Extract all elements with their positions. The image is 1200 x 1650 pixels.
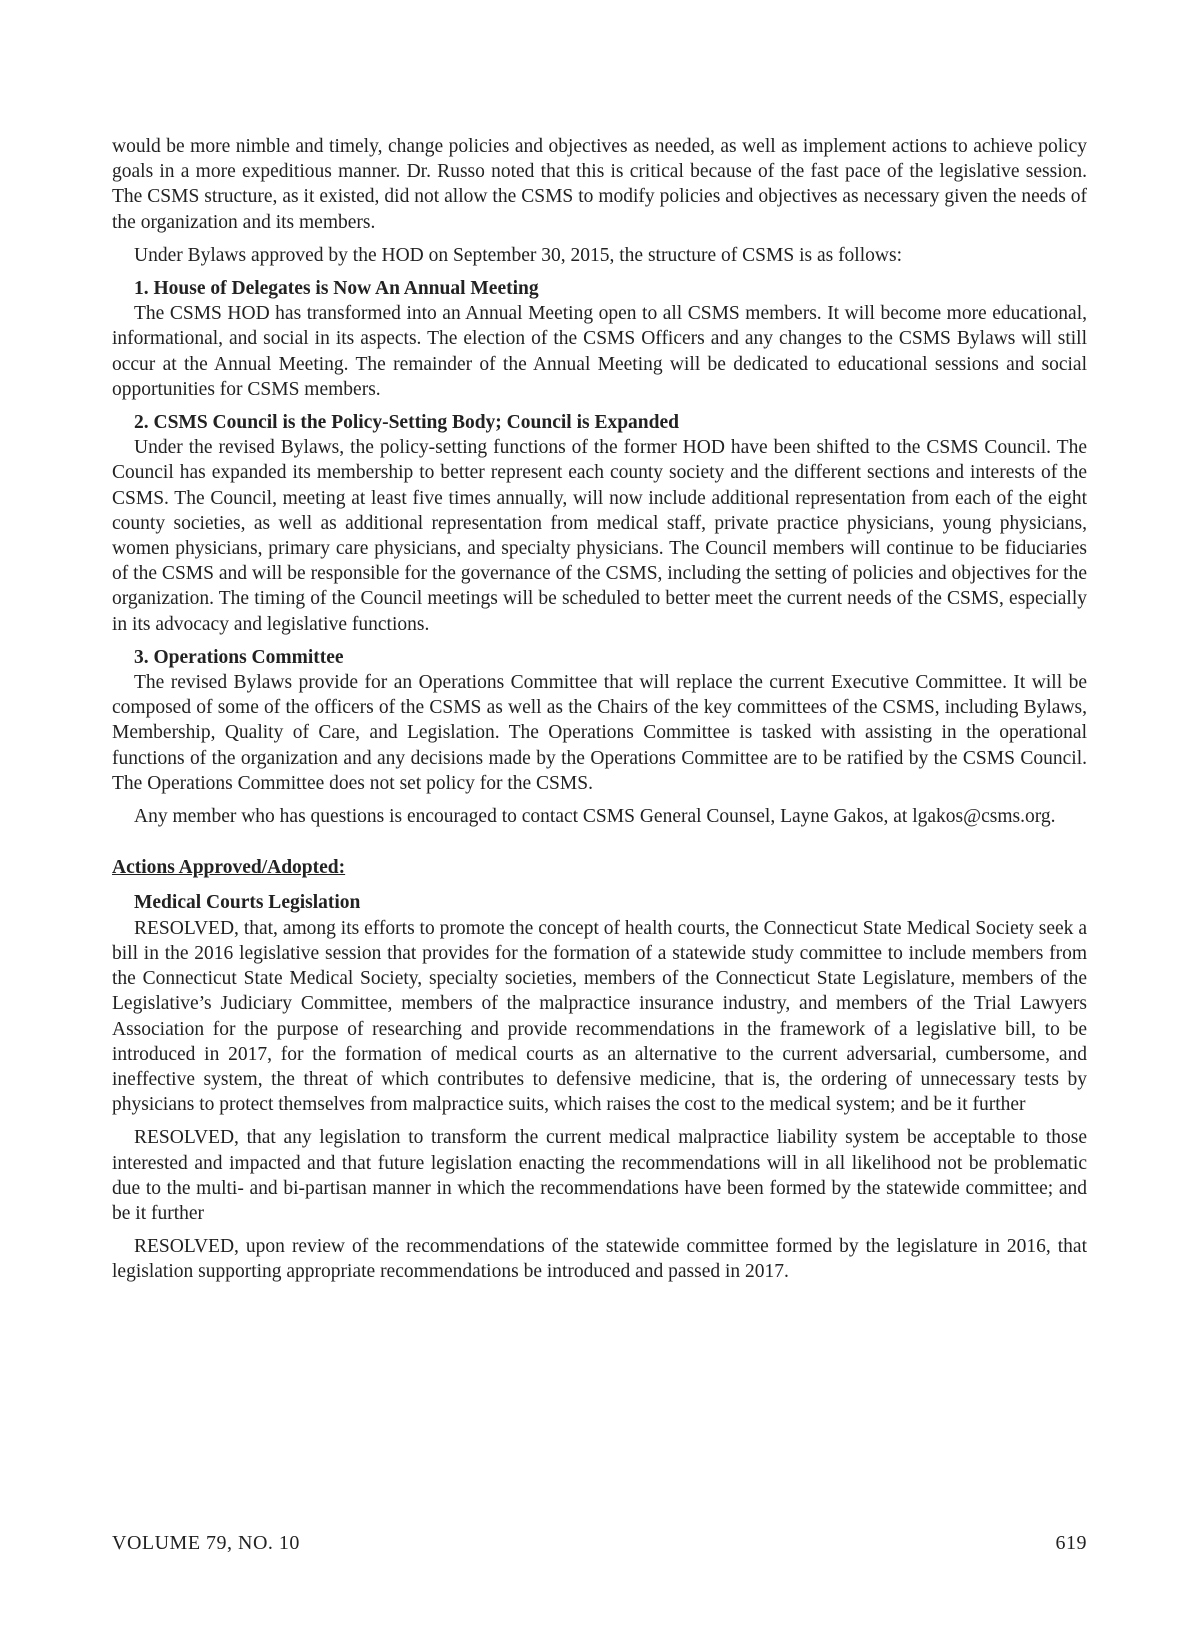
actions-subheading: Medical Courts Legislation — [134, 892, 361, 914]
bylaws-intro-paragraph: Under Bylaws approved by the HOD on September 30, 2015, the structure of CSMS is as follows: — [134, 244, 902, 266]
page-number: 619 — [1055, 1532, 1087, 1554]
volume-label: VOLUME 79, NO. 10 — [112, 1532, 300, 1554]
resolution-paragraph: RESOLVED, that, among its efforts to promote the concept of health courts, the Connecticut State Medical Society seek a bill in the 2016 legislative session that provides for the formation of a statewide study committee to include members from the Connecticut State Medical Society, specialty societies, members of the Connecticut State Legislature, members of the Legislative’s Judiciary Committee, members of the malpractice insurance industry, and members of the Trial Lawyers Association for the purpose of researching and provide recommendations in the framework of a legislative bill, to be introduced in 2017, for the formation of medical courts as an alternative to the current adversarial, cumbersome, and ineffective system, the threat of which contributes to defensive medicine, that is, the ordering of unnecessary tests by physicians to protect themselves from malpractice suits, which raises the cost to the medical system; and be it further — [112, 917, 1087, 1116]
structure-body-1: The CSMS HOD has transformed into an Annual Meeting open to all CSMS members. It will become more educational, informational, and social in its aspects. The election of the CSMS Officers and any changes to the CSMS Bylaws will still occur at the Annual Meeting. The remainder of the Annual Meeting will be dedicated to educational sessions and social opportunities for CSMS members. — [112, 303, 1087, 400]
structure-body-3: The revised Bylaws provide for an Operations Committee that will replace the current Executive Committee. It will be composed of some of the officers of the CSMS as well as the Chairs of the key committees of the CSMS, including Bylaws, Membership, Quality of Care, and Legislation. The Operations Committee is tasked with assisting in the operational functions of the organization and any decisions made by the Operations Committee are to be ratified by the CSMS Council. The Operations Committee does not set policy for the CSMS. — [112, 672, 1087, 794]
contact-paragraph: Any member who has questions is encouraged to contact CSMS General Counsel, Layne Gakos, at lgakos@csms.org. — [134, 806, 1056, 828]
page-body — [112, 134, 1087, 1285]
structure-body-2: Under the revised Bylaws, the policy-setting functions of the former HOD have been shifted to the CSMS Council. The Council has expanded its membership to better represent each county society and the different sections and interests of the CSMS. The Council, meeting at least five times annually, will now include additional representation from each of the eight county societies, as well as additional representation from medical staff, private practice physicians, young physicians, women physicians, primary care physicians, and specialty physicians. The Council members will continue to be fiduciaries of the CSMS and will be responsible for the governance of the CSMS, including the setting of policies and objectives for the organization. The timing of the Council meetings will be scheduled to better meet the current needs of the CSMS, especially in its advocacy and legislative functions. — [112, 437, 1087, 635]
resolution-paragraph: RESOLVED, upon review of the recommendations of the statewide committee formed by the legislature in 2016, that legislation supporting appropriate recommendations be introduced and passed in 2017. — [112, 1236, 1087, 1283]
resolution-paragraph: RESOLVED, that any legislation to transform the current medical malpractice liability system be acceptable to those interested and impacted and that future legislation enacting the recommendations will in all likelihood not be problematic due to the multi- and bi-partisan manner in which the recommendations have been formed by the statewide committee; and be it further — [112, 1127, 1087, 1224]
structure-heading-2: 2. CSMS Council is the Policy-Setting Body; Council is Expanded — [134, 412, 679, 434]
intro-paragraph: would be more nimble and timely, change policies and objectives as needed, as well as implement actions to achieve policy goals in a more expeditious manner. Dr. Russo noted that this is critical because of the fast pace of the legislative session. The CSMS structure, as it existed, did not allow the CSMS to modify policies and objectives as necessary given the needs of the organization and its members. — [112, 136, 1087, 233]
actions-section-title: Actions Approved/Adopted: — [112, 857, 346, 879]
structure-heading-1: 1. House of Delegates is Now An Annual Meeting — [134, 278, 539, 300]
structure-heading-3: 3. Operations Committee — [134, 646, 344, 668]
